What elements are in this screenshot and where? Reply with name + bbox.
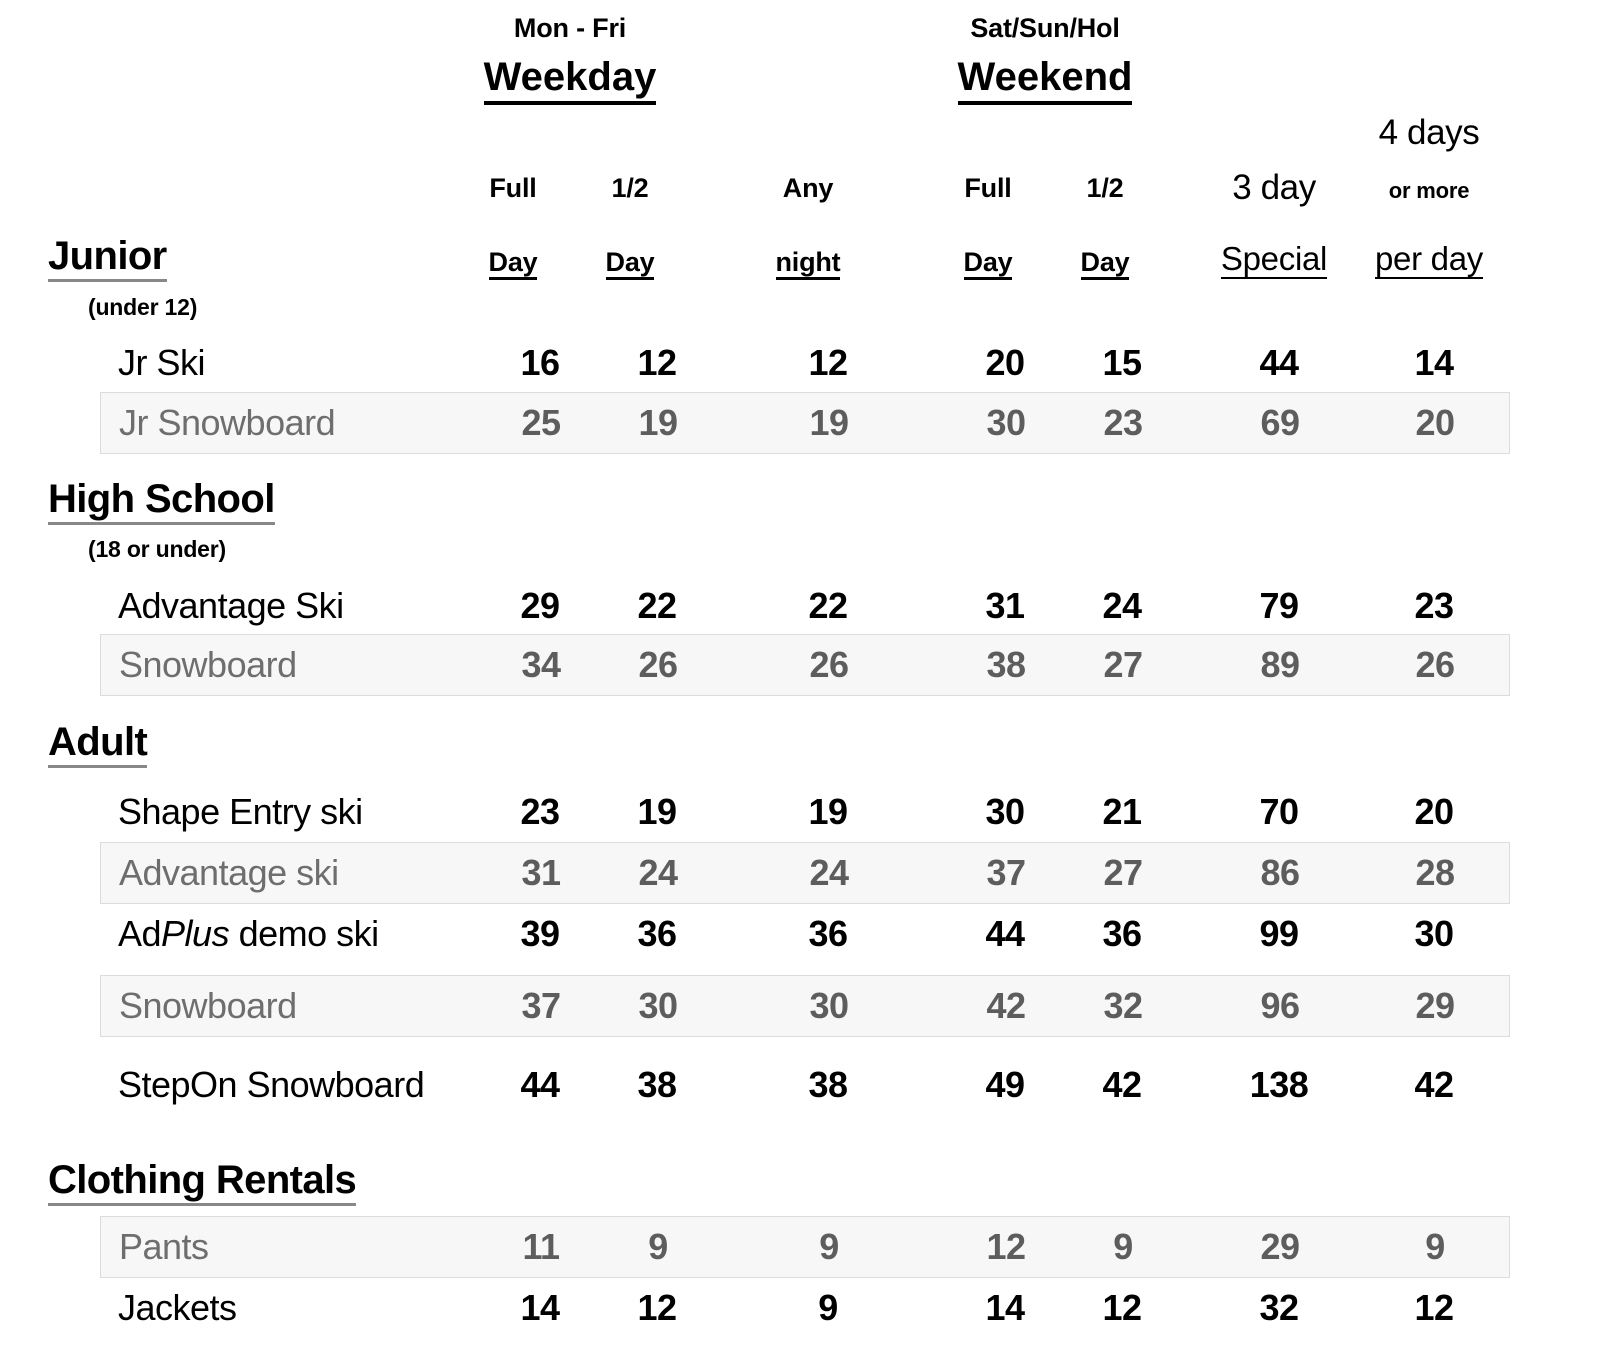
- row-label: [118, 903, 458, 965]
- table-row[interactable]: [100, 1054, 1510, 1116]
- group-header-weekend: [875, 55, 1215, 105]
- cell-weekday-half: 24: [638, 852, 678, 893]
- table-row[interactable]: [100, 1216, 1510, 1278]
- row-label: StepOn Snowboard: [118, 1064, 425, 1105]
- column-header-4days-line2: per day: [1375, 240, 1483, 277]
- cell-4days-perday: 29: [1415, 985, 1455, 1026]
- cell-weekday-full: 39: [520, 913, 560, 954]
- cell-weekend-full: 49: [985, 1064, 1025, 1105]
- cell-4days-perday: 26: [1415, 644, 1455, 685]
- cell-weekend-half: 27: [1103, 644, 1143, 685]
- cell-weekend-full: 12: [986, 1226, 1026, 1267]
- cell-weekend-half: 9: [1113, 1226, 1133, 1267]
- cell-any-night: 9: [819, 1226, 839, 1267]
- cell-weekday-half: 22: [637, 585, 677, 626]
- cell-4days-perday: 20: [1414, 791, 1454, 832]
- cell-weekday-half: 36: [637, 913, 677, 954]
- cell-any-night: 30: [809, 985, 849, 1026]
- cell-weekend-half: 24: [1102, 585, 1142, 626]
- table-row[interactable]: [100, 842, 1510, 904]
- column-header-3day-line1: 3 day: [1232, 168, 1316, 207]
- cell-3day-special: 69: [1260, 402, 1300, 443]
- row-label: Jr Ski: [118, 342, 205, 383]
- cell-any-night: 26: [809, 644, 849, 685]
- table-row[interactable]: [100, 575, 1510, 637]
- cell-weekend-full: 38: [986, 644, 1026, 685]
- table-row[interactable]: [100, 781, 1510, 843]
- cell-3day-special: 96: [1260, 985, 1300, 1026]
- cell-3day-special: 32: [1259, 1287, 1299, 1328]
- cell-weekday-full: 44: [520, 1064, 560, 1105]
- column-header-weekday-half-line2: Day: [560, 247, 700, 278]
- column-header-4days-line1b: or more: [1388, 178, 1470, 203]
- cell-weekend-half: 23: [1103, 402, 1143, 443]
- group-header-weekday-label: Weekday: [484, 55, 657, 105]
- cell-4days-perday: 30: [1414, 913, 1454, 954]
- column-header-anynight-line1: Any: [782, 173, 834, 203]
- cell-weekday-full: 16: [520, 342, 560, 383]
- cell-weekday-half: 19: [638, 402, 678, 443]
- table-row[interactable]: [100, 975, 1510, 1037]
- cell-4days-perday: 42: [1414, 1064, 1454, 1105]
- cell-weekday-full: 25: [521, 402, 561, 443]
- cell-weekday-half: 12: [637, 342, 677, 383]
- table-row[interactable]: [100, 903, 1510, 965]
- cell-3day-special: 138: [1249, 1064, 1309, 1105]
- cell-4days-perday: 9: [1425, 1226, 1445, 1267]
- cell-3day-special: 79: [1259, 585, 1299, 626]
- column-header-anynight-line2: night: [735, 247, 881, 278]
- group-header-weekend-label: Weekend: [958, 55, 1133, 105]
- cell-weekend-full: 30: [985, 791, 1025, 832]
- column-header-3day-line2: Special: [1220, 240, 1328, 277]
- row-label: Jr Snowboard: [119, 402, 336, 443]
- cell-weekday-half: 9: [648, 1226, 668, 1267]
- cell-4days-perday: 14: [1414, 342, 1454, 383]
- cell-3day-special: 86: [1260, 852, 1300, 893]
- cell-weekday-half: 26: [638, 644, 678, 685]
- cell-any-night: 38: [808, 1064, 848, 1105]
- cell-weekday-full: 23: [520, 791, 560, 832]
- cell-weekday-full: 11: [522, 1226, 560, 1267]
- cell-3day-special: 29: [1260, 1226, 1300, 1267]
- group-header-weekday: [400, 55, 740, 105]
- section-subtitle-high-school: (18 or under): [88, 536, 226, 562]
- section-title-clothing-rentals: Clothing Rentals: [48, 1158, 356, 1203]
- cell-3day-special: 44: [1259, 342, 1299, 383]
- cell-weekday-half: 30: [638, 985, 678, 1026]
- cell-4days-perday: 28: [1415, 852, 1455, 893]
- cell-3day-special: 99: [1259, 913, 1299, 954]
- cell-weekday-full: 14: [520, 1287, 560, 1328]
- cell-any-night: 36: [808, 913, 848, 954]
- column-header-weekday-full-line1: Full: [489, 173, 537, 203]
- cell-4days-perday: 23: [1414, 585, 1454, 626]
- cell-weekday-half: 19: [637, 791, 677, 832]
- cell-weekday-half: 38: [637, 1064, 677, 1105]
- cell-any-night: 19: [808, 791, 848, 832]
- cell-weekend-half: 27: [1103, 852, 1143, 893]
- cell-4days-perday: 20: [1415, 402, 1455, 443]
- cell-weekend-half: 36: [1102, 913, 1142, 954]
- column-header-weekend-half-line2: Day: [1035, 247, 1175, 278]
- table-row[interactable]: [100, 392, 1510, 454]
- cell-weekend-half: 42: [1102, 1064, 1142, 1105]
- cell-any-night: 22: [808, 585, 848, 626]
- cell-4days-perday: 12: [1414, 1287, 1454, 1328]
- cell-3day-special: 89: [1260, 644, 1300, 685]
- cell-weekend-full: 14: [985, 1287, 1025, 1328]
- column-header-weekend-full-line1: Full: [964, 173, 1012, 203]
- cell-weekday-full: 34: [521, 644, 561, 685]
- table-row[interactable]: [100, 332, 1510, 394]
- row-label-adplus: AdPlus demo ski: [118, 913, 379, 954]
- column-header-weekend-full-line2: Day: [915, 247, 1061, 278]
- cell-any-night: 24: [809, 852, 849, 893]
- cell-weekend-half: 21: [1102, 791, 1142, 832]
- cell-weekend-full: 30: [986, 402, 1026, 443]
- cell-weekend-half: 15: [1102, 342, 1142, 383]
- row-label: Jackets: [118, 1287, 237, 1328]
- cell-any-night: 9: [818, 1287, 838, 1328]
- column-header-weekday-half-line1: 1/2: [611, 173, 649, 203]
- section-subtitle-junior: (under 12): [88, 294, 198, 320]
- cell-any-night: 12: [808, 342, 848, 383]
- cell-weekend-full: 20: [985, 342, 1025, 383]
- cell-weekday-full: 37: [521, 985, 561, 1026]
- cell-any-night: 19: [809, 402, 849, 443]
- cell-weekend-half: 32: [1103, 985, 1143, 1026]
- table-row[interactable]: [100, 634, 1510, 696]
- section-title-high-school: High School: [48, 477, 275, 522]
- cell-weekend-full: 42: [986, 985, 1026, 1026]
- section-title-adult: Adult: [48, 720, 147, 765]
- cell-weekend-full: 31: [985, 585, 1025, 626]
- cell-weekday-full: 29: [520, 585, 560, 626]
- cell-weekday-full: 31: [521, 852, 561, 893]
- cell-weekday-half: 12: [637, 1287, 677, 1328]
- group-header-weekday-sub: Mon - Fri: [513, 13, 627, 43]
- row-label: Snowboard: [119, 985, 297, 1026]
- table-row[interactable]: [100, 1277, 1510, 1339]
- section-title-junior: Junior: [48, 234, 167, 279]
- cell-weekend-full: 44: [985, 913, 1025, 954]
- row-label: Advantage Ski: [118, 585, 344, 626]
- column-header-4days-line1: 4 days: [1378, 113, 1480, 152]
- column-header-weekend-half-line1: 1/2: [1086, 173, 1124, 203]
- cell-weekend-half: 12: [1102, 1287, 1142, 1328]
- row-label: Advantage ski: [119, 852, 339, 893]
- row-label: Shape Entry ski: [118, 791, 363, 832]
- row-label: Snowboard: [119, 644, 297, 685]
- group-header-weekend-sub: Sat/Sun/Hol: [970, 13, 1120, 43]
- column-header-weekday-full-line2: Day: [440, 247, 586, 278]
- cell-weekend-full: 37: [986, 852, 1026, 893]
- row-label: Pants: [119, 1226, 209, 1267]
- cell-3day-special: 70: [1259, 791, 1299, 832]
